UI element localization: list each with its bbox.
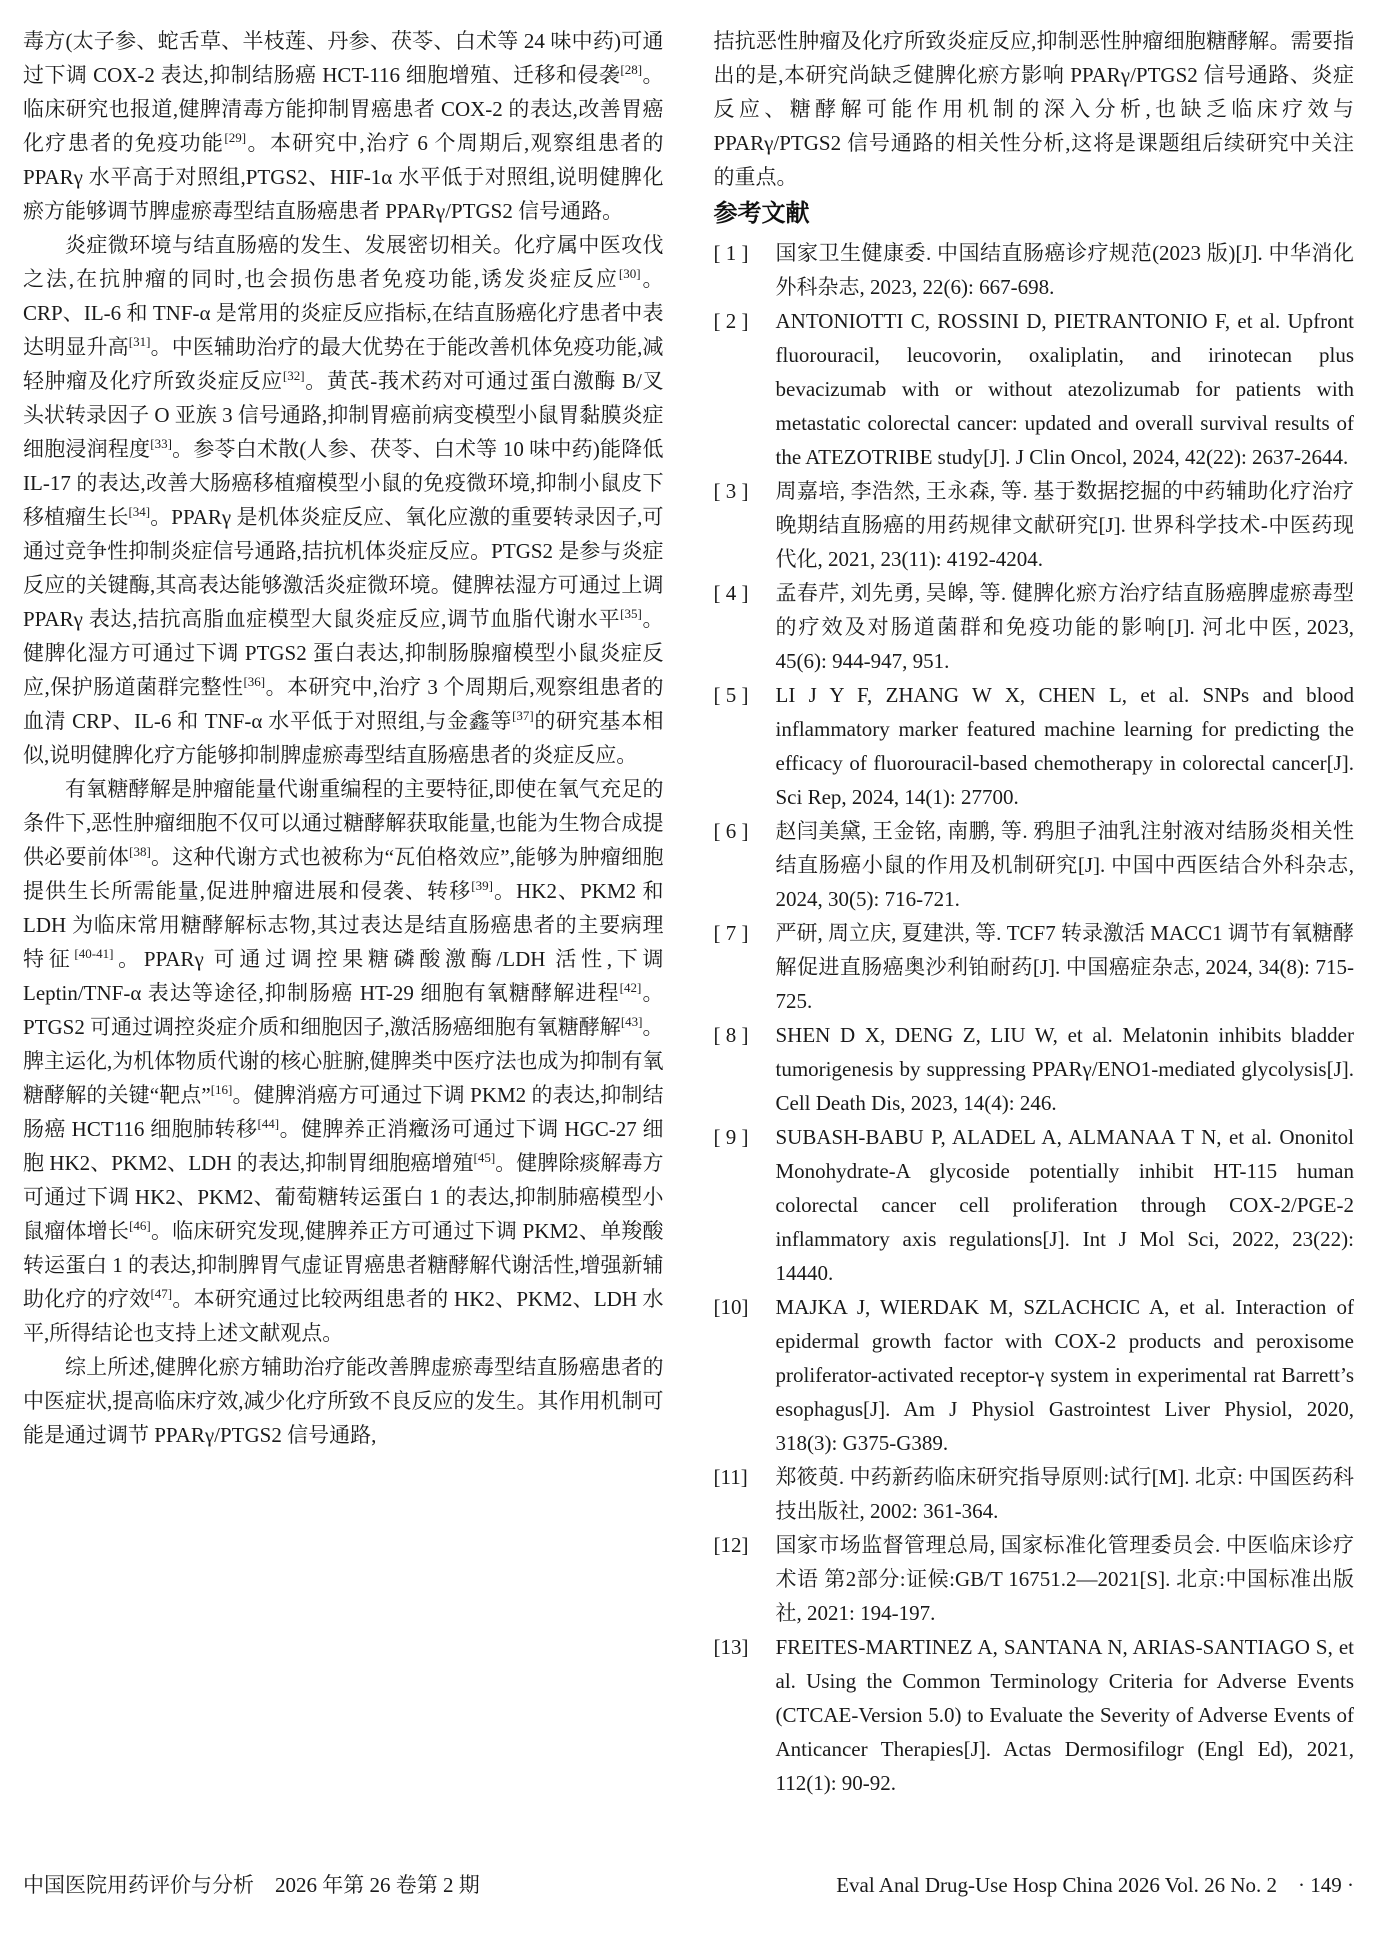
reference-text: 赵闫美黛, 王金铭, 南鹏, 等. 鸦胆子油乳注射液对结肠炎相关性结直肠癌小鼠的作用及机制研究[J]. 中国中西医结合外科杂志, 2024, 30(5): 716-721.: [775, 819, 1354, 911]
reference-label: [ 6 ]: [713, 819, 749, 843]
reference-text: FREITES-MARTINEZ A, SANTANA N, ARIAS-SANTIAGO S, et al. Using the Common Terminology Criteria for Adverse Events (CTCAE-Version 5.0) to Evaluate the Severity of Adverse Events of Anticancer Therapies[J]. Actas Dermosifilogr (Engl Ed), 2021, 112(1): 90-92.: [775, 1635, 1354, 1795]
footer-journal-title-en-page-number: Eval Anal Drug-Use Hosp China 2026 Vol. 26 No. 2 · 149 ·: [836, 1873, 1354, 1897]
reference-label: [ 8 ]: [713, 1023, 749, 1047]
reference-item-3: [714, 474, 1355, 576]
reference-label: [ 3 ]: [713, 479, 749, 503]
reference-item-11: [714, 1460, 1355, 1528]
reference-item-7: [714, 916, 1355, 1018]
reference-label: [ 1 ]: [713, 241, 749, 265]
reference-text: 国家市场监督管理总局, 国家标准化管理委员会. 中医临床诊疗术语 第2部分:证候:GB/T 16751.2—2021[S]. 北京:中国标准出版社, 2021: 194-197.: [775, 1533, 1354, 1625]
right-column: [714, 24, 1355, 1800]
body-paragraph-glycolysis: 有氧糖酵解是肿瘤能量代谢重编程的主要特征,即使在氧气充足的条件下,恶性肿瘤细胞不仅可以通过糖酵解获取能量,也能为生物合成提供必要前体[38]。这种代谢方式也被称为“瓦伯格效应”,能够为肿瘤细胞提供生长所需能量,促进肿瘤进展和侵袭、转移[39]。HK2、PKM2 和 LDH 为临床常用糖酵解标志物,其过表达是结直肠癌患者的主要病理特征[40-41]。PPARγ 可通过调控果糖磷酸激酶/LDH 活性,下调 Leptin/TNF-α 表达等途径,抑制肠癌 HT-29 细胞有氧糖酵解进程[42]。PTGS2 可通过调控炎症介质和细胞因子,激活肠癌细胞有氧糖酵解[43]。脾主运化,为机体物质代谢的核心脏腑,健脾类中医疗法也成为抑制有氧糖酵解的关键“靶点”[16]。健脾消癌方可通过下调 PKM2 的表达,抑制结肠癌 HCT116 细胞肺转移[44]。健脾养正消癥汤可通过下调 HGC-27 细胞 HK2、PKM2、LDH 的表达,抑制胃细胞癌增殖[45]。健脾除痰解毒方可通过下调 HK2、PKM2、葡萄糖转运蛋白 1 的表达,抑制肺癌模型小鼠瘤体增长[46]。临床研究发现,健脾养正方可通过下调 PKM2、单羧酸转运蛋白 1 的表达,抑制脾胃气虚证胃癌患者糖酵解代谢活性,增强新辅助化疗的疗效[47]。本研究通过比较两组患者的 HK2、PKM2、LDH 水平,所得结论也支持上述文献观点。: [23, 777, 664, 1345]
reference-text: 孟春芹, 刘先勇, 吴皞, 等. 健脾化瘀方治疗结直肠癌脾虚瘀毒型的疗效及对肠道菌群和免疫功能的影响[J]. 河北中医, 2023, 45(6): 944-947, 951.: [775, 581, 1354, 673]
reference-label: [ 9 ]: [713, 1125, 749, 1149]
reference-text: ANTONIOTTI C, ROSSINI D, PIETRANTONIO F, et al. Upfront fluorouracil, leucovorin, oxaliplatin, and irinotecan plus bevacizumab with or without atezolizumab for patients with metastatic colorectal cancer: updated and overall survival results of the ATEZOTRIBE study[J]. J Clin Oncol, 2024, 42(22): 2637-2644.: [775, 309, 1354, 469]
references-heading: 参考文献: [713, 200, 810, 227]
references-list: [714, 236, 1355, 1800]
reference-item-1: [714, 236, 1355, 304]
reference-text: 周嘉培, 李浩然, 王永森, 等. 基于数据挖掘的中药辅助化疗治疗晚期结直肠癌的用药规律文献研究[J]. 世界科学技术-中医药现代化, 2021, 23(11): 4192-4204.: [775, 479, 1354, 571]
reference-item-9: [714, 1120, 1355, 1290]
reference-label: [ 5 ]: [713, 683, 749, 707]
reference-label: [10]: [713, 1295, 749, 1319]
body-paragraph-continuation: 毒方(太子参、蛇舌草、半枝莲、丹参、茯苓、白术等 24 味中药)可通过下调 COX-2 表达,抑制结肠癌 HCT-116 细胞增殖、迁移和侵袭[28]。临床研究也报道,健脾清毒方能抑制胃癌患者 COX-2 的表达,改善胃癌化疗患者的免疫功能[29]。本研究中,治疗 6 个周期后,观察组患者的 PPARγ 水平高于对照组,PTGS2、HIF-1α 水平低于对照组,说明健脾化瘀方能够调节脾虚瘀毒型结直肠癌患者 PPARγ/PTGS2 信号通路。: [23, 29, 664, 223]
reference-item-12: [714, 1528, 1355, 1630]
reference-text: LI J Y F, ZHANG W X, CHEN L, et al. SNPs and blood inflammatory marker featured machine learning for predicting the efficacy of fluorouracil-based chemotherapy in colorectal cancer[J]. Sci Rep, 2024, 14(1): 27700.: [775, 683, 1354, 809]
footer-journal-title-cn: 中国医院用药评价与分析 2026 年第 26 卷第 2 期: [23, 1873, 480, 1897]
reference-text: 国家卫生健康委. 中国结直肠癌诊疗规范(2023 版)[J]. 中华消化外科杂志, 2023, 22(6): 667-698.: [775, 241, 1354, 299]
body-paragraph-inflammation: 炎症微环境与结直肠癌的发生、发展密切相关。化疗属中医攻伐之法,在抗肿瘤的同时,也会损伤患者免疫功能,诱发炎症反应[30]。CRP、IL-6 和 TNF-α 是常用的炎症反应指标,在结直肠癌化疗患者中表达明显升高[31]。中医辅助治疗的最大优势在于能改善机体免疫功能,减轻肿瘤及化疗所致炎症反应[32]。黄芪-莪术药对可通过蛋白激酶 B/叉头状转录因子 O 亚族 3 信号通路,抑制胃癌前病变模型小鼠胃黏膜炎症细胞浸润程度[33]。参苓白术散(人参、茯苓、白术等 10 味中药)能降低 IL-17 的表达,改善大肠癌移植瘤模型小鼠的免疫微环境,抑制小鼠皮下移植瘤生长[34]。PPARγ 是机体炎症反应、氧化应激的重要转录因子,可通过竞争性抑制炎症信号通路,拮抗机体炎症反应。PTGS2 是参与炎症反应的关键酶,其高表达能够激活炎症微环境。健脾祛湿方可通过上调 PPARγ 表达,拮抗高脂血症模型大鼠炎症反应,调节血脂代谢水平[35]。健脾化湿方可通过下调 PTGS2 蛋白表达,抑制肠腺瘤模型小鼠炎症反应,保护肠道菌群完整性[36]。本研究中,治疗 3 个周期后,观察组患者的血清 CRP、IL-6 和 TNF-α 水平低于对照组,与金鑫等[37]的研究基本相似,说明健脾化疗方能够抑制脾虚瘀毒型结直肠癌患者的炎症反应。: [23, 233, 664, 767]
reference-item-4: [714, 576, 1355, 678]
reference-text: 郑筱萸. 中药新药临床研究指导原则:试行[M]. 北京: 中国医药科技出版社, 2002: 361-364.: [775, 1465, 1354, 1523]
body-paragraph-conclusion: 综上所述,健脾化瘀方辅助治疗能改善脾虚瘀毒型结直肠癌患者的中医症状,提高临床疗效,减少化疗所致不良反应的发生。其作用机制可能是通过调节 PPARγ/PTGS2 信号通路,: [23, 1355, 664, 1447]
reference-item-13: [714, 1630, 1355, 1800]
reference-item-8: [714, 1018, 1355, 1120]
reference-text: SHEN D X, DENG Z, LIU W, et al. Melatonin inhibits bladder tumorigenesis by suppressing PPARγ/ENO1-mediated glycolysis[J]. Cell Death Dis, 2023, 14(4): 246.: [775, 1023, 1354, 1115]
reference-label: [11]: [713, 1465, 748, 1489]
reference-text: MAJKA J, WIERDAK M, SZLACHCIC A, et al. Interaction of epidermal growth factor with COX-2 products and peroxisome proliferator-activated receptor-γ system in experimental rat Barrett’s esophagus[J]. Am J Physiol Gastrointest Liver Physiol, 2020, 318(3): G375-G389.: [775, 1295, 1354, 1455]
reference-label: [12]: [713, 1533, 749, 1557]
reference-item-5: [714, 678, 1355, 814]
body-paragraph-conclusion-continued: 拮抗恶性肿瘤及化疗所致炎症反应,抑制恶性肿瘤细胞糖酵解。需要指出的是,本研究尚缺乏健脾化瘀方影响 PPARγ/PTGS2 信号通路、炎症反应、糖酵解可能作用机制的深入分析,也缺乏临床疗效与 PPARγ/PTGS2 信号通路的相关性分析,这将是课题组后续研究中关注的重点。: [713, 29, 1354, 189]
reference-label: [ 7 ]: [713, 921, 749, 945]
reference-item-2: [714, 304, 1355, 474]
reference-item-10: [714, 1290, 1355, 1460]
reference-label: [ 4 ]: [713, 581, 749, 605]
page-footer: [23, 1868, 1354, 1902]
reference-label: [13]: [713, 1635, 749, 1659]
reference-text: SUBASH-BABU P, ALADEL A, ALMANAA T N, et al. Ononitol Monohydrate-A glycoside potentially inhibit HT-115 human colorectal cancer cell proliferation through COX-2/PGE-2 inflammatory axis regulations[J]. Int J Mol Sci, 2022, 23(22): 14440.: [775, 1125, 1354, 1285]
reference-text: 严研, 周立庆, 夏建洪, 等. TCF7 转录激活 MACC1 调节有氧糖酵解促进直肠癌奥沙利铂耐药[J]. 中国癌症杂志, 2024, 34(8): 715-725.: [775, 921, 1354, 1013]
reference-item-6: [714, 814, 1355, 916]
reference-label: [ 2 ]: [713, 309, 749, 333]
left-column: [23, 24, 664, 1800]
